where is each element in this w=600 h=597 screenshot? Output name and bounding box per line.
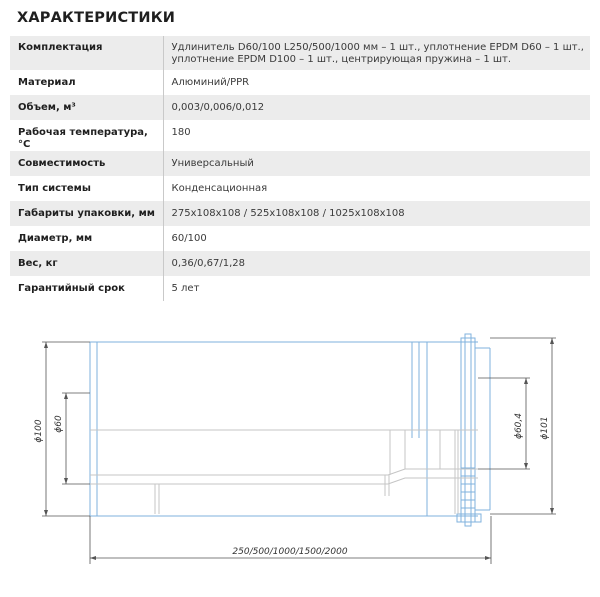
- spec-row: [10, 276, 590, 301]
- spec-label: Гарантийный срок: [10, 276, 163, 301]
- spec-label: Объем, м³: [10, 95, 163, 120]
- dim-d101-label: ϕ101: [540, 416, 550, 440]
- spec-row: [10, 251, 590, 276]
- spec-label: Тип системы: [10, 176, 163, 201]
- dim-d100-label: ϕ100: [34, 419, 44, 443]
- spec-row: [10, 70, 590, 95]
- spec-value: Конденсационная: [171, 183, 268, 194]
- dim-d60-label: ϕ60: [54, 415, 64, 433]
- spec-value: 180: [171, 127, 191, 138]
- spec-value: 0,36/0,67/1,28: [163, 251, 590, 276]
- spec-label: Материал: [10, 70, 163, 95]
- specs-table: [10, 36, 590, 301]
- spec-label: Рабочая температура, °C: [10, 120, 163, 151]
- dim-d604-label: ϕ60,4: [514, 413, 524, 439]
- spec-value: Универсальный: [163, 151, 590, 176]
- extension-pipe-drawing: [0, 318, 600, 597]
- spec-label: Совместимость: [10, 151, 163, 176]
- spec-row: [10, 176, 590, 201]
- spec-row: [10, 95, 590, 120]
- spec-label: Диаметр, мм: [10, 226, 163, 251]
- inner-pipe: [90, 430, 478, 514]
- dimension-lines: [42, 338, 556, 564]
- spec-value: 60/100: [171, 233, 207, 244]
- spec-row: [10, 120, 590, 151]
- section-title: ХАРАКТЕРИСТИКИ: [17, 10, 176, 26]
- spec-label: Габариты упаковки, мм: [10, 201, 163, 226]
- spec-label: Вес, кг: [10, 251, 163, 276]
- spec-value: 5 лет: [171, 283, 200, 294]
- spec-row: [10, 36, 590, 70]
- spec-row: [10, 151, 590, 176]
- spec-value: 275x108x108 / 525x108x108 / 1025x108x108: [163, 201, 590, 226]
- spec-value: Алюминий/PPR: [171, 77, 250, 88]
- spec-value: Удлинитель D60/100 L250/500/1000 мм – 1 шт., уплотнение EPDM D60 – 1 шт., уплотнение EPDM D100 – 1 шт., центрирующая пружина – 1 шт.: [163, 36, 590, 70]
- spec-row: [10, 226, 590, 251]
- dim-length-label: 250/500/1000/1500/2000: [232, 547, 348, 557]
- spec-value: 0,003/0,006/0,012: [163, 95, 590, 120]
- centering-spring: [461, 468, 475, 508]
- spec-label: Комплектация: [10, 36, 163, 70]
- spec-row: [10, 201, 590, 226]
